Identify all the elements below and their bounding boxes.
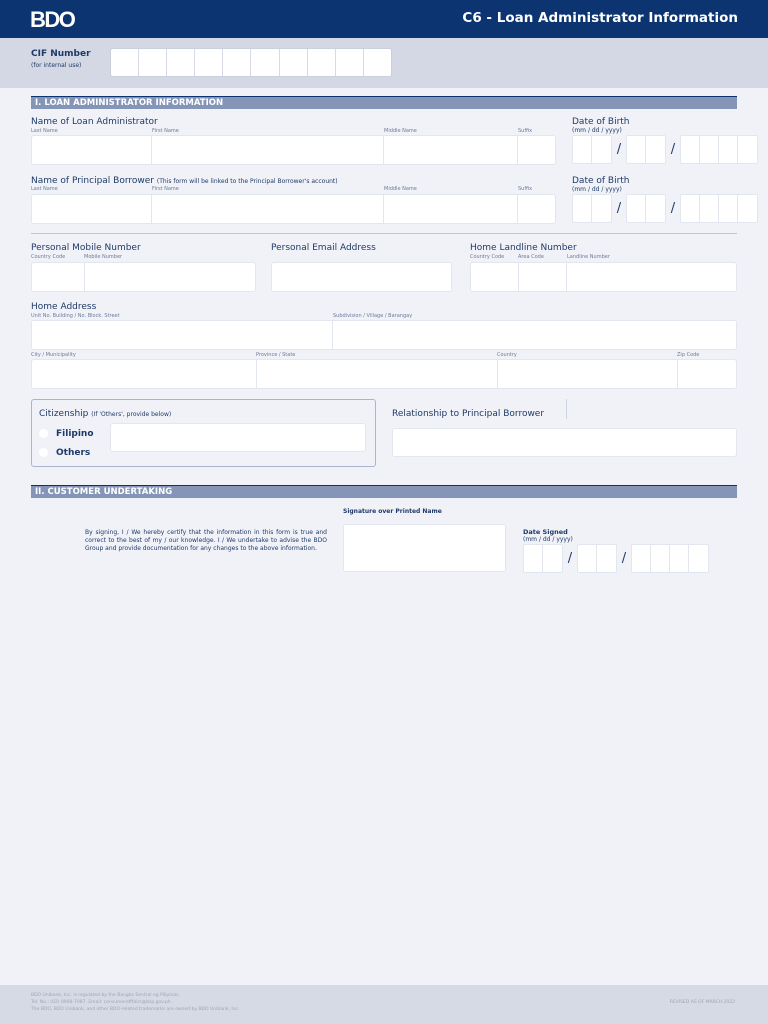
cif-sublabel: (for internal use) xyxy=(31,62,82,69)
footer-line-1: BDO Unibank, Inc. is regulated by the Bangko Sentral ng Pilipinas. xyxy=(31,993,180,998)
suffix-hint: Suffix xyxy=(518,186,533,192)
principal-borrower-name-field[interactable] xyxy=(31,194,556,224)
separator xyxy=(566,399,567,419)
filipino-radio[interactable] xyxy=(39,429,48,438)
email-label: Personal Email Address xyxy=(271,243,376,253)
middle-name-hint: Middle Name xyxy=(384,186,417,192)
dob-label: Date of Birth xyxy=(572,117,630,127)
footer-line-3: The BDO, BDO Unibank, and other BDO-related trademarks are owned by BDO Unibank, Inc. xyxy=(31,1007,240,1012)
date-slash: / xyxy=(567,551,573,566)
date-signed-field[interactable] xyxy=(523,544,709,573)
footer-revised: REVISED AS OF MARCH 2022 xyxy=(669,1000,735,1005)
mobile-number-field[interactable] xyxy=(31,262,256,292)
country-code-hint: Country Code xyxy=(470,254,505,260)
date-slash: / xyxy=(670,201,676,216)
footer-line-2: Tel. No.: (02) 8908-7087. Email: consumerafffairs@bsp.gov.ph xyxy=(31,1000,171,1005)
date-slash: / xyxy=(670,142,676,157)
date-signed-format: (mm / dd / yyyy) xyxy=(523,536,573,543)
relationship-field[interactable] xyxy=(392,428,737,457)
zip-hint: Zip Code xyxy=(677,352,700,358)
signature-field[interactable] xyxy=(343,524,506,572)
middle-name-hint: Middle Name xyxy=(384,128,417,134)
signature-label: Signature over Printed Name xyxy=(343,508,442,515)
dob-label: Date of Birth xyxy=(572,176,630,186)
filipino-label: Filipino xyxy=(56,429,94,439)
first-name-hint: First Name xyxy=(152,186,179,192)
principal-dob-field[interactable] xyxy=(572,194,758,223)
relationship-label: Relationship to Principal Borrower xyxy=(392,409,545,419)
landline-number-hint: Landline Number xyxy=(567,254,610,260)
province-hint: Province / State xyxy=(256,352,296,358)
dob-field[interactable] xyxy=(572,135,758,164)
unit-street-hint: Unit No. Building / No. Block. Street xyxy=(31,313,120,319)
date-slash: / xyxy=(616,142,622,157)
landline-label: Home Landline Number xyxy=(470,243,577,253)
country-hint: Country xyxy=(497,352,517,358)
cif-label: CIF Number xyxy=(31,49,91,59)
mobile-label: Personal Mobile Number xyxy=(31,243,141,253)
citizenship-others-field[interactable] xyxy=(110,423,366,452)
last-name-hint: Last Name xyxy=(31,186,58,192)
others-radio[interactable] xyxy=(39,448,48,457)
bdo-logo: BDO xyxy=(30,7,75,32)
email-field[interactable] xyxy=(271,262,452,292)
area-code-hint: Area Code xyxy=(518,254,544,260)
first-name-hint: First Name xyxy=(152,128,179,134)
certification-text: By signing, I / We hereby certify that the information in this form is true and correct to the best of my / our knowledge. I / We undertake to advise the BDO Group and provide documentation for any changes to the above information. xyxy=(85,529,327,552)
principal-borrower-label xyxy=(31,176,338,186)
others-label: Others xyxy=(56,448,91,458)
dob-format: (mm / dd / yyyy) xyxy=(572,127,622,134)
principal-borrower-note: (This form will be linked to the Principal Borrower's account) xyxy=(156,178,338,185)
subdivision-hint: Subdivision / Village / Barangay xyxy=(333,313,413,319)
principal-borrower-label-text: Name of Principal Borrower xyxy=(31,176,154,186)
city-hint: City / Municipality xyxy=(31,352,76,358)
country-code-hint: Country Code xyxy=(31,254,66,260)
address-line-field[interactable] xyxy=(31,320,737,350)
cif-number-field[interactable] xyxy=(110,48,392,77)
citizenship-label xyxy=(39,409,171,419)
date-slash: / xyxy=(616,201,622,216)
dob-format: (mm / dd / yyyy) xyxy=(572,186,622,193)
date-slash: / xyxy=(621,551,627,566)
citizenship-note: (If 'Others', provide below) xyxy=(91,411,172,418)
section-2-title: II. CUSTOMER UNDERTAKING xyxy=(31,485,737,498)
citizenship-label-text: Citizenship xyxy=(39,409,89,419)
mobile-number-hint: Mobile Number xyxy=(84,254,123,260)
divider xyxy=(31,233,737,234)
date-signed-label: Date Signed xyxy=(523,528,568,536)
section-1-title: I. LOAN ADMINISTRATOR INFORMATION xyxy=(31,96,737,109)
home-address-label: Home Address xyxy=(31,302,97,312)
landline-number-field[interactable] xyxy=(470,262,737,292)
suffix-hint: Suffix xyxy=(518,128,533,134)
loan-admin-name-label: Name of Loan Administrator xyxy=(31,117,158,127)
loan-admin-name-field[interactable] xyxy=(31,135,556,165)
address-city-field[interactable] xyxy=(31,359,737,389)
form-title: C6 - Loan Administrator Information xyxy=(462,10,738,26)
last-name-hint: Last Name xyxy=(31,128,58,134)
